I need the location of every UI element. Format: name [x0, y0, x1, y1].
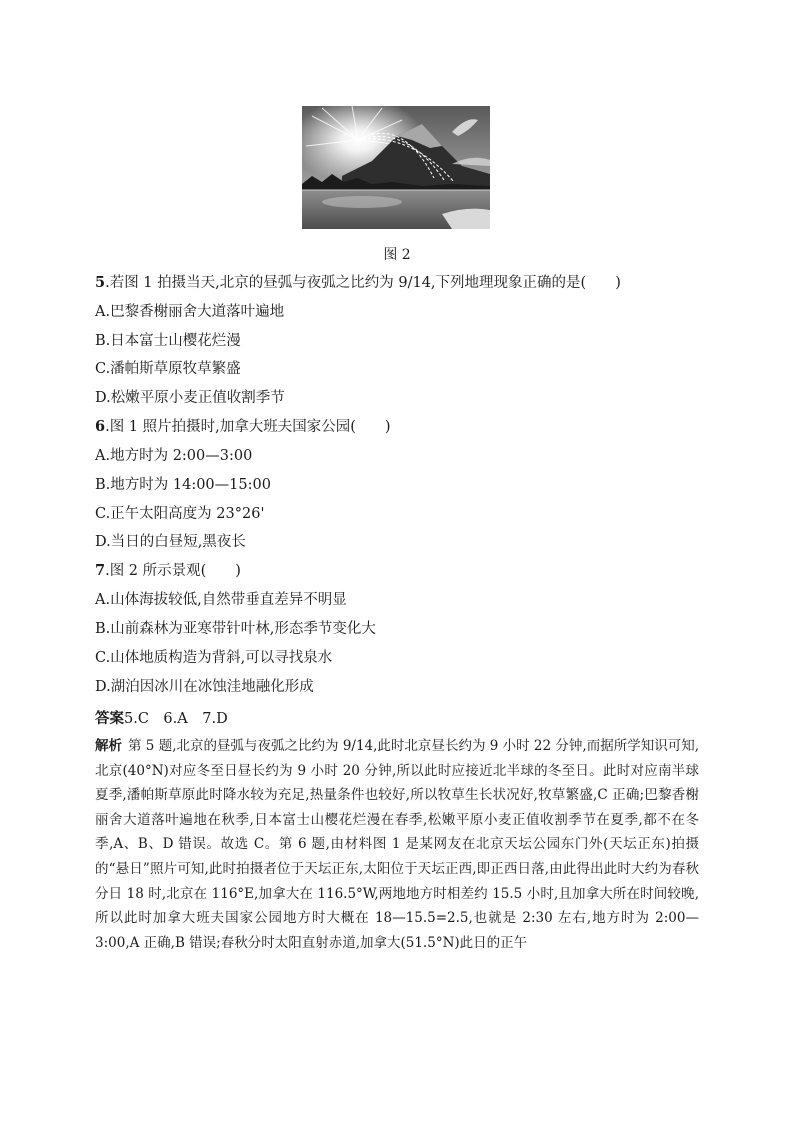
- question-6-option-a: A.地方时为 2:00—3:00: [95, 448, 253, 464]
- figure-caption: 图 2: [383, 247, 411, 263]
- question-7-option-d: D.湖泊因冰川在冰蚀洼地融化形成: [95, 679, 314, 695]
- answer-text: 5.C 6.A 7.D: [124, 711, 228, 727]
- question-7-number: 7: [95, 562, 106, 579]
- mountain-lake-sunburst-photo: [302, 106, 490, 229]
- question-6-option-c: C.正午太阳高度为 23°26': [95, 506, 265, 522]
- answer-line: [95, 707, 228, 728]
- question-6-stem: [95, 417, 391, 437]
- question-6-option-b: B.地方时为 14:00—15:00: [95, 477, 271, 493]
- question-6-text: .图 1 照片拍摄时,加拿大班夫国家公园( ): [105, 419, 391, 435]
- landscape-photo: [302, 106, 490, 229]
- question-5-option-b: B.日本富士山樱花烂漫: [95, 333, 241, 349]
- answer-label: 答案: [95, 710, 124, 727]
- question-7-option-c: C.山体地质构造为背斜,可以寻找泉水: [95, 650, 333, 666]
- question-7-text: .图 2 所示景观( ): [105, 563, 241, 579]
- question-5-option-d: D.松嫩平原小麦正值收割季节: [95, 390, 285, 406]
- analysis-paragraph: [95, 734, 699, 955]
- question-7-option-a: A.山体海拔较低,自然带垂直差异不明显: [95, 592, 347, 608]
- question-7-option-b: B.山前森林为亚寒带针叶林,形态季节变化大: [95, 621, 376, 637]
- question-6-number: 6: [95, 418, 106, 435]
- question-5-text: .若图 1 拍摄当天,北京的昼弧与夜弧之比约为 9/14,下列地理现象正确的是( ): [105, 275, 621, 291]
- analysis-label: 解析: [95, 738, 123, 754]
- question-5-number: 5: [95, 274, 106, 291]
- question-6-option-d: D.当日的白昼短,黑夜长: [95, 534, 246, 550]
- question-5-stem: [95, 273, 621, 293]
- question-5-option-a: A.巴黎香榭丽舍大道落叶遍地: [95, 304, 285, 320]
- question-5-option-c: C.潘帕斯草原牧草繁盛: [95, 361, 241, 377]
- question-7-stem: [95, 561, 241, 581]
- analysis-text: 第 5 题,北京的昼弧与夜弧之比约为 9/14,此时北京昼长约为 9 小时 22 分钟,而据所学知识可知,北京(40°N)对应冬至日昼长约为 9 小时 20 分钟,所以此时应接近北半球的冬至日。此时对应南半球夏季,潘帕斯草原此时降水较为充足,热量条件也较好,所以牧草生长状况好,牧草繁盛,C 正确;巴黎香榭丽舍大道落叶遍地在秋季,日本富士山樱花烂漫在春季,松嫩平原小麦正值收割季节在夏季,都不在冬季,A、B、D 错误。故选 C。第 6 题,由材料图 1 是某网友在北京天坛公园东门外(天坛正东)拍摄的“悬日”照片可知,此时拍摄者位于天坛正东,太阳位于天坛正西,即正西日落,由此得出此时大约为春秋分日 18 时,北京在 116°E,加拿大在 116.5°W,两地地方时相差约 15.5 小时,且加拿大所在时间较晚,所以此时加拿大班夫国家公园地方时大概在 18—15.5=2.5,也就是 2:30 左右,地方时为 2:00—3:00,A 正确,B 错误;春秋分时太阳直射赤道,加拿大(51.5°N)此日的正午: [95, 738, 700, 951]
